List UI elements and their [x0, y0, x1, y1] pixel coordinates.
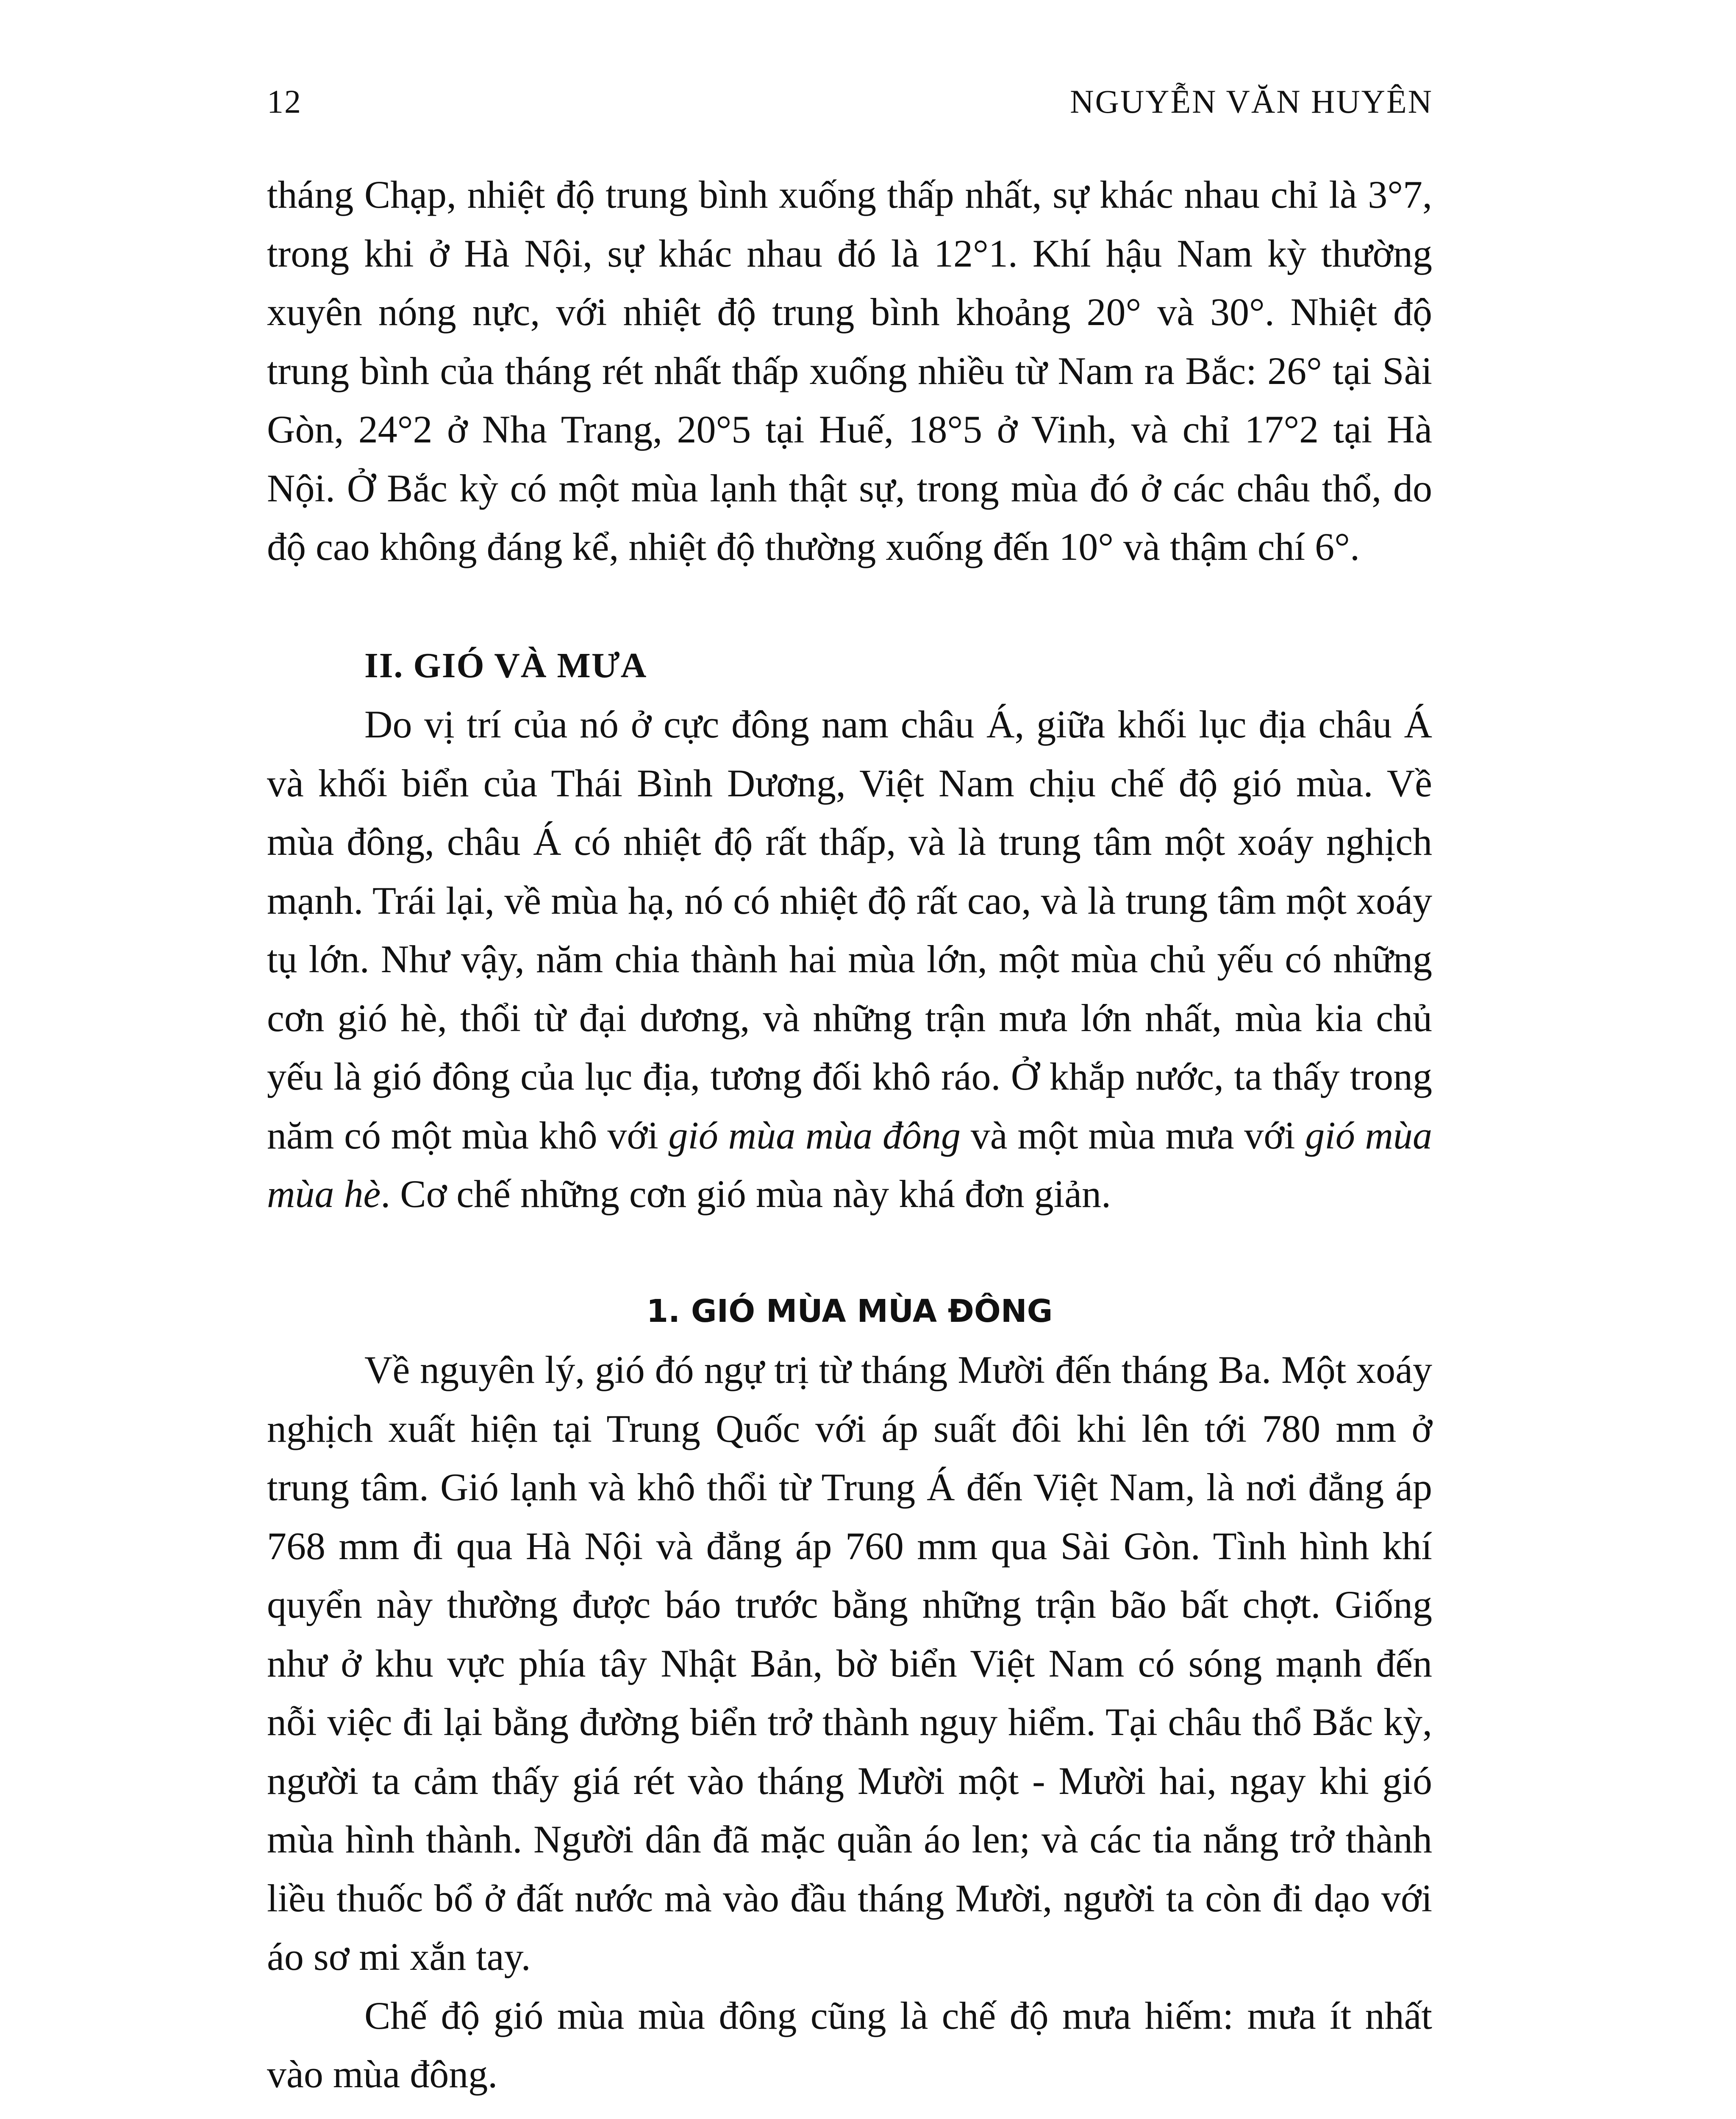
paragraph-winter-monsoon: Về nguyên lý, gió đó ngự trị từ tháng Mười đến tháng Ba. Một xoáy nghịch xuất hiện tại Trung Quốc với áp suất đôi khi lên tới 780 mm ở trung tâm. Gió lạnh và khô thổi từ Trung Á đến Việt Nam, là nơi đẳng áp 768 mm đi qua Hà Nội và đẳng áp 760 mm qua Sài Gòn. Tình hình khí quyển này thường được báo trước bằng những trận bão bất chợt. Giống như ở khu vực phía tây Nhật Bản, bờ biển Việt Nam có sóng mạnh đến nỗi việc đi lại bằng đường biển trở thành nguy hiểm. Tại châu thổ Bắc kỳ, người ta cảm thấy giá rét vào tháng Mười một - Mười hai, ngay khi gió mùa hình thành. Người dân đã mặc quần áo len; và các tia nắng trở thành liều thuốc bổ ở đất nước mà vào đầu tháng Mười, người ta còn đi dạo với áo sơ mi xắn tay.: [267, 1348, 1432, 1978]
paragraph-monsoon-intro: [267, 695, 1432, 1224]
paragraph-rain-regime: Chế độ gió mùa mùa đông cũng là chế độ mưa hiếm: mưa ít nhất vào mùa đông.: [267, 1994, 1432, 2096]
page-body: [267, 165, 1432, 2104]
page-header: [267, 83, 1433, 129]
paragraph-monsoon-text-2: và một mùa mưa với: [961, 1113, 1305, 1157]
italic-summer-monsoon: gió mùa mùa hè: [267, 1113, 1432, 1215]
running-head-author: NGUYỄN VĂN HUYÊN: [1070, 83, 1433, 120]
page-number: 12: [267, 83, 302, 120]
subheading-winter-monsoon: 1. GIÓ MÙA MÙA ĐÔNG: [646, 1293, 1053, 1329]
paragraph-temperature: tháng Chạp, nhiệt độ trung bình xuống thấp nhất, sự khác nhau chỉ là 3°7, trong khi ở Hà Nội, sự khác nhau đó là 12°1. Khí hậu Nam kỳ thường xuyên nóng nực, với nhiệt độ trung bình khoảng 20° và 30°. Nhiệt độ trung bình của tháng rét nhất thấp xuống nhiều từ Nam ra Bắc: 26° tại Sài Gòn, 24°2 ở Nha Trang, 20°5 tại Huế, 18°5 ở Vinh, và chỉ 17°2 tại Hà Nội. Ở Bắc kỳ có một mùa lạnh thật sự, trong mùa đó ở các châu thổ, do độ cao không đáng kể, nhiệt độ thường xuống đến 10° và thậm chí 6°.: [267, 173, 1432, 568]
italic-winter-monsoon: gió mùa mùa đông: [668, 1113, 961, 1157]
section-heading-wind-rain: II. GIÓ VÀ MƯA: [364, 645, 647, 685]
paragraph-monsoon-text-1: Do vị trí của nó ở cực đông nam châu Á, giữa khối lục địa châu Á và khối biển của Thái Bình Dương, Việt Nam chịu chế độ gió mùa. Về mùa đông, châu Á có nhiệt độ rất thấp, và là trung tâm một xoáy nghịch mạnh. Trái lại, về mùa hạ, nó có nhiệt độ rất cao, và là trung tâm một xoáy tụ lớn. Như vậy, năm chia thành hai mùa lớn, một mùa chủ yếu có những cơn gió hè, thổi từ đại dương, và những trận mưa lớn nhất, mùa kia chủ yếu là gió đông của lục địa, tương đối khô ráo. Ở khắp nước, ta thấy trong năm có một mùa khô với: [267, 703, 1432, 1157]
paragraph-monsoon-text-3: . Cơ chế những cơn gió mùa này khá đơn giản.: [381, 1172, 1111, 1215]
